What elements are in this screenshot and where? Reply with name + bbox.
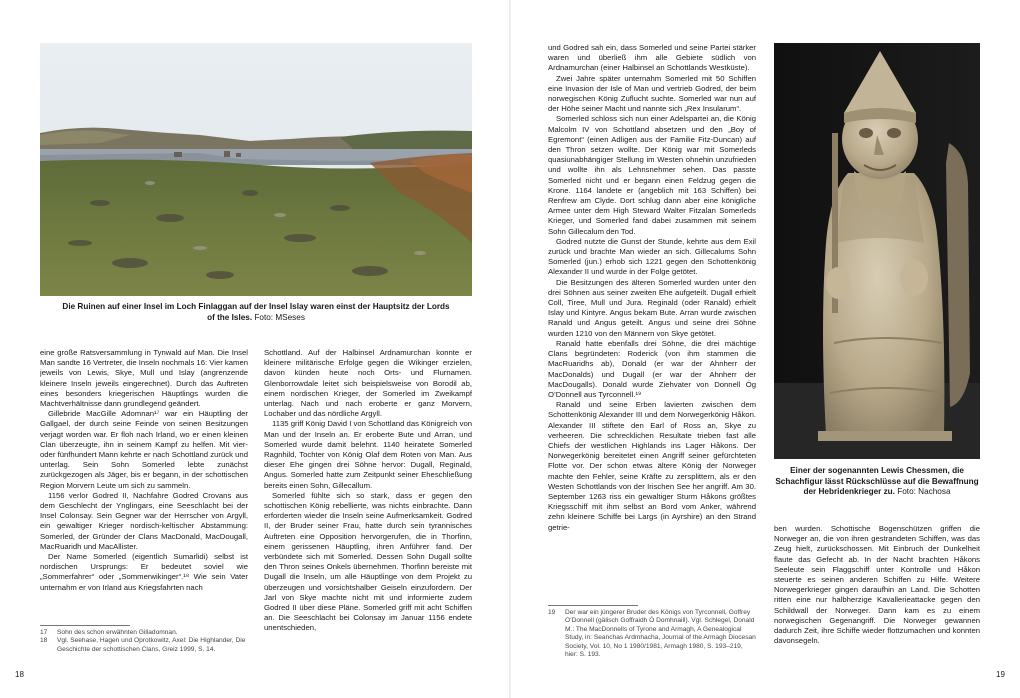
text-column-4 <box>774 524 980 654</box>
paragraph: ben wurden. Schottische Bogenschützen griffen die Norweger an, die von ihren gestrandeten Schiffen, was das Zeug hielt, zurückschossen. Mit Einbruch der Dunkelheit flaute das Gefecht ab. In der Nacht brachten Håkons Seeleute sein Flaggschiff unter Kontrolle und Håkon steuerte es seinen anderen Schiffen zu Hilfe. Weitere Norwegerkrieger gingen daraufhin an Land. Die Schotten ritten eine nur halbherzige Kavallerieattacke gegen den Schildwall der Norweger. Dann kam es zu einem norwegischen Gegenangriff. Die Norweger gewannen dadurch Zeit, ihre Schiffe wieder flottzumachen und konnten davonsegeln. <box>774 524 980 646</box>
photo-caption-right: Einer der sogenannten Lewis Chessmen, die Schachfigur lässt Rückschlüsse auf die Bewaffnung der Hebridenkrieger zu. Foto: Nachosa <box>775 466 979 496</box>
text-column-1 <box>40 348 248 620</box>
footnote-number: 18 <box>40 637 48 645</box>
paragraph: eine große Ratsversammlung in Tynwald auf Man. Die Insel Man sandte 16 Vertreter, die Inseln nochmals 16: Vier kamen jeweils von Lewis, Skye, Mull und Islay (angrenzende kleinere Inseln jeweils eingerechnet). Durch das Auftreten eines besonders kriegerischen Häuptlings wurden die Machtverhältnisse dann grundlegend geändert. <box>40 348 248 409</box>
paragraph: Somerled fühlte sich so stark, dass er gegen den schottischen König rebellierte, was nichts einbrachte. Dann erforderten wieder die Inseln seine Aufmerksamkeit. Godred II, der Bruder seiner Frau, hatte durch sein tyrannisches Auftreten eine Opposition hervorgerufen, die in Thorfinn, einem gerissenen Häuptling, ihren Anführer fand. Der verbündete sich mit Somerled. Dessen Sohn Dugall sollte den Thron seines Onkels übernehmen. Thorfinn bereiste mit Dugall die Inseln, um alle Häuptlinge von dem Projekt zu überzeugen und vorsichtshalber Geiseln einzufordern. Der Jarl von Skye machte nicht mit und informierte zudem Godred II über diese Pläne. Somerled griff mit acht Schiffen an. Die Seeschlacht bei Colonsay im Januar 1156 endete unentschieden, <box>264 490 472 633</box>
photo-credit-left: Foto: MSeses <box>254 312 305 322</box>
lewis-chessman-photo <box>774 43 980 459</box>
footnote-rule-left <box>40 625 130 626</box>
paragraph: Godred nutzte die Gunst der Stunde, kehrte aus dem Exil zurück und brachte Man wieder an sich. Gillecalums Sohn Somerled (jun.) erhob sich 1221 gegen den Schottenkönig Alexander II und wurde in der Folge getötet. <box>548 236 756 277</box>
paragraph: Ranald hatte ebenfalls drei Söhne, die drei mächtige Clans begründeten: Roderick (von ihm stammen die MacRuaridhs ab), Donald (er war der Ahnherr der MacDonalds) und Dugall (er war der Ahnherr der MacDougalls). Donald wurde Ziehvater von Donnell Óg O’Donnell aus Tyrconnell.¹⁹ <box>548 338 756 399</box>
paragraph: Zwei Jahre später unternahm Somerled mit 50 Schiffen eine Invasion der Isle of Man und vertrieb Godred, der beim norwegischen König Zuflucht suchte. Somerled war nun auf der Höhe seiner Macht und nannte sich „Rex Insularum“. <box>548 73 756 114</box>
page-number-right: 19 <box>996 670 1005 679</box>
text-column-3 <box>548 43 756 603</box>
footnote-number: 19 <box>548 609 556 616</box>
paragraph: und Godred sah ein, dass Somerled und seine Partei stärker waren und überließ ihm alle Gebiete südlich von Ardnamurchan (einer Halbinsel an Schottlands Westküste). <box>548 43 756 73</box>
paragraph: Die Besitzungen des älteren Somerled wurden unter den drei Söhnen aus seiner zweiten Ehe aufgeteilt. Dugall erhielt Coll, Tiree, Mull und Jura. Reginald (oder Ranald) erhielt Islay und Kintyre. Angus bekam Bute. Arran wurde zwischen Ranald und Angus geteilt. Angus und seine drei Söhne wurden 1210 von den Männern von Skye getötet. <box>548 277 756 338</box>
paragraph: Gillebride MacGille Adomnan¹⁷ war ein Häuptling der Gallgael, der durch seine Feinde von seinen Besitzungen verjagt worden war. Er floh nach Irland, wo er einen kleinen Clan überzeugte, ihn in seinem Kampf zu helfen. Mit vier- oder fünfhundert Mann kehrte er nach Schottland zurück und unterlag. Sein Sohn Somerled lebte zunächst zurückgezogen als Jäger, bis er begann, in der schottischen Region Morvern Leute um sich zu sammeln. <box>40 409 248 490</box>
loch-finlaggan-photo <box>40 43 472 296</box>
footnote <box>40 637 248 654</box>
book-gutter <box>509 0 511 698</box>
paragraph: 1135 griff König David I von Schottland das Königreich von Man und der Inseln an. Er eroberte Bute und Arran, und Somerled wurde damit belehnt. 1140 heiratete Somerled Ragnhild, Tochter von König Olaf dem Roten von Man. Aus dieser Ehe gingen drei Söhne hervor: Dugall, Reginald, Angus. Somerled hatte zum Zeitpunkt seiner Eheschließung bereits einen Sohn, Gillecallum. <box>264 419 472 490</box>
photo-caption-left: Die Ruinen auf einer Insel im Loch Finlaggan auf der Insel Islay waren einst der Hauptsitz der Lords of the Isles. Foto: MSeses <box>62 302 450 322</box>
footnote <box>548 609 756 659</box>
paragraph: Der Name Somerled (eigentlich Sumarlidi) selbst ist nordischen Ursprungs: Er bedeutet soviel wie „Sommerfahrer“ oder „Sommerwikinger“.¹⁸ Wie sein Vater unternahm er von Irland aus Kriegsfahrten nach <box>40 552 248 592</box>
footnotes-left <box>40 629 248 654</box>
page-number-left: 18 <box>15 670 24 679</box>
footnotes-right <box>548 609 756 659</box>
footnote <box>40 629 248 637</box>
photo-credit-right: Foto: Nachosa <box>897 487 951 496</box>
footnote-rule-right <box>548 605 638 606</box>
footnote-number: 17 <box>40 629 48 636</box>
footnote-text: Sohn des schon erwähnten Gilladomnan. <box>57 629 178 636</box>
paragraph: 1156 verlor Godred II, Nachfahre Godred Crovans aus dem Geschlecht der Ynglingars, eine Seeschlacht bei der Insel Colonsay. Sein Gegner war der Herrscher von Argyll, ein gewaltiger Krieger nordisch-keltischer Abstammung: Somerled, der Gründer der Clans MacDonald, MacDougall, MacRuaridh und MacAllister. <box>40 490 248 551</box>
text-column-2 <box>264 348 472 684</box>
footnote-text: Vgl. Seehase, Hagen und Oprotkowitz, Axel: Die Highlander, Die Geschichte der schottischen Clans, Greiz 1999, S. 14. <box>57 637 246 653</box>
paragraph: Ranald und seine Erben lavierten zwischen dem Schottenkönig Alexander III und dem Norwegerkönig Håkon. Alexander III stiftete den Earl of Ross an, Skye zu verheeren. Die schrecklichen Resultate trieben fast alle Chiefs der westlichen Highlands ins Lager Håkons. Der Norwegerkönig bereitetet einen Angriff seiner gefürchteten Flotte vor. Der schon etwas ältere König der Norweger machte den Fehler, seine Kräfte zu zersplittern, als er den Westen Schottlands von der Irischen See her angriff. Am 30. September 1263 riss ein gewaltiger Sturm Håkons größtes Kriegsschiff mit ihm selbst an Bord vom Anker, während zehn kleinere Schiffe bei Largs (in Ayrshire) an den Strand getrie- <box>548 400 756 532</box>
footnote-text: Der war ein jüngerer Bruder des Königs von Tyrconnell, Goffrey O’Donnell (gälisch Goffraidh Ó Domhnaill). Vgl. Schlegel, Donald M.: The MacDonnells of Tyrone and Armagh, A Genealogical Study, in: Seanchas Ardmhacha, Journal of the Armagh Diocesan Society, Vol. 10, No 1 1980/1981, Armagh 1980, S. 193–219, hier: S. 193. <box>565 609 756 659</box>
paragraph: Somerled schloss sich nun einer Adelspartei an, die König Malcolm IV von Schottland absetzen und den „Boy of Egremont“ (einen Adligen aus der Familie Fitz-Duncan) auf den Thron setzen wollte. Der König war mit Somerleds quasiunabhängiger Stellung im Westen ohnehin unzufrieden und wollte ihn als Lehnsnehmer sehen. Das passte Somerled nicht und er begann einen Feldzug gegen die Krone. 1164 landete er (angeblich mit 163 Schiffen) bei Renfrew am Clyde. Dort schlug dann aber eine königliche Armee unter dem High Steward Walter Fitzalan Somerleds Krieger, und Somerled fand dabei zusammen mit seinem Sohn Gillecalum den Tod. <box>548 114 756 236</box>
paragraph: Schottland. Auf der Halbinsel Ardnamurchan konnte er kleinere militärische Erfolge gegen die Wikinger erzielen, davon künden heute noch Orts- und Flurnamen. Glenborrowdale leitet sich beispielsweise von Borodil ab, einem nordischen Krieger, der Somerled im Zweikampf unterlag. Nach und nach eroberte er ganz Morvern, Lochaber und das nördliche Argyll. <box>264 348 472 419</box>
